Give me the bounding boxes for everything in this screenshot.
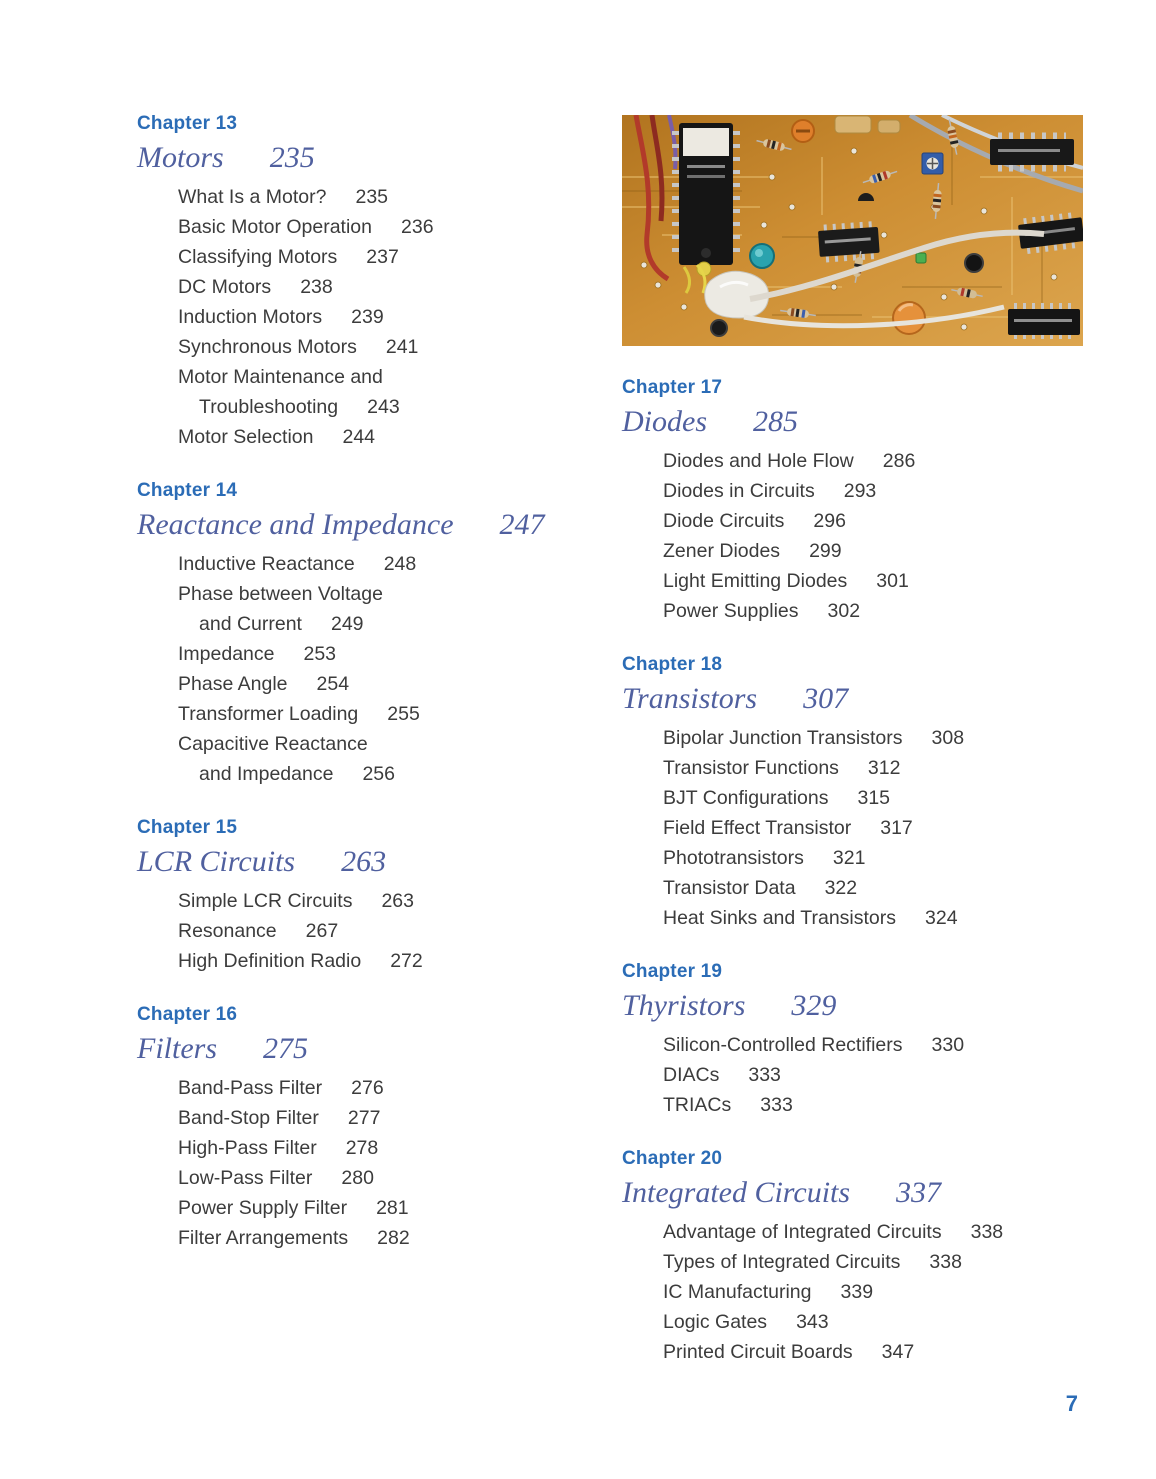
entry-line-continuation xyxy=(178,759,592,789)
chapter-title-page: 329 xyxy=(791,989,837,1022)
toc-section xyxy=(137,1003,592,1253)
entry-line xyxy=(178,1133,592,1163)
entry-page-number: 278 xyxy=(345,1137,379,1159)
toc-entry xyxy=(663,476,1102,506)
entry-title: Induction Motors xyxy=(178,306,323,328)
entry-line xyxy=(663,596,1102,626)
entry-page-number: 238 xyxy=(300,276,333,298)
entry-title: Resonance xyxy=(178,920,277,942)
teal-capacitor xyxy=(750,244,774,268)
toc-entry xyxy=(178,1073,592,1103)
entry-page-number: 280 xyxy=(341,1167,374,1189)
entry-line xyxy=(178,1223,592,1253)
entry-line-continuation xyxy=(178,609,592,639)
entry-page-number: 301 xyxy=(876,570,909,592)
entry-title: Bipolar Junction Transistors xyxy=(663,727,903,749)
toc-left-column xyxy=(137,112,592,1280)
circuit-board-photo xyxy=(622,115,1083,346)
entry-line xyxy=(178,1073,592,1103)
entry-line xyxy=(178,886,592,916)
toc-entry xyxy=(178,1193,592,1223)
entry-line xyxy=(663,1277,1102,1307)
entry-title: Zener Diodes xyxy=(663,540,781,562)
entry-line xyxy=(178,422,592,452)
chapter-label: Chapter 18 xyxy=(622,654,723,675)
chapter-title: Filters xyxy=(137,1032,217,1065)
entry-title: Advantage of Integrated Circuits xyxy=(663,1221,942,1243)
toc-section xyxy=(622,960,1102,1120)
entry-page-number: 239 xyxy=(351,306,384,328)
entry-page-number: 333 xyxy=(748,1064,781,1086)
entry-title: High-Pass Filter xyxy=(178,1137,317,1159)
entry-title: Phase between Voltage xyxy=(178,583,383,605)
entry-list xyxy=(137,182,592,452)
entry-line xyxy=(663,873,1102,903)
entry-title: Silicon-Controlled Rectifiers xyxy=(663,1034,903,1056)
entry-line xyxy=(178,669,592,699)
entry-line xyxy=(663,753,1102,783)
toc-entry xyxy=(178,639,592,669)
entry-line xyxy=(663,1030,1102,1060)
entry-line xyxy=(663,566,1102,596)
toc-entry xyxy=(178,182,592,212)
ic-top-right xyxy=(990,136,1074,168)
entry-title: Inductive Reactance xyxy=(178,553,355,575)
entry-list xyxy=(137,1073,592,1253)
chapter-title: Transistors xyxy=(622,682,758,715)
toc-entry xyxy=(663,1090,1102,1120)
entry-page-number: 249 xyxy=(330,613,364,635)
entry-title: Types of Integrated Circuits xyxy=(663,1251,901,1273)
entry-line xyxy=(663,506,1102,536)
chapter-title: Motors xyxy=(137,141,224,174)
entry-page-number: 293 xyxy=(843,480,877,502)
entry-line xyxy=(663,843,1102,873)
entry-page-number: 248 xyxy=(383,553,417,575)
toc-right-column xyxy=(622,115,1102,1394)
entry-line xyxy=(663,1090,1102,1120)
entry-title: Field Effect Transistor xyxy=(663,817,852,839)
orange-disc-capacitor xyxy=(893,302,925,334)
entry-page-number: 347 xyxy=(881,1341,915,1363)
chapter-title-row xyxy=(622,1174,1102,1212)
chapter-title-page: 285 xyxy=(753,405,798,438)
toc-entry xyxy=(663,753,1102,783)
entry-title: DIACs xyxy=(663,1064,720,1086)
entry-page-number: 339 xyxy=(840,1281,874,1303)
toc-entry xyxy=(178,1103,592,1133)
entry-title-continuation: Troubleshooting xyxy=(199,396,339,418)
entry-title: TRIACs xyxy=(663,1094,732,1116)
chapter-label: Chapter 19 xyxy=(622,961,723,982)
chapter-label: Chapter 16 xyxy=(137,1004,238,1025)
entry-line xyxy=(663,1217,1102,1247)
entry-title: Printed Circuit Boards xyxy=(663,1341,853,1363)
chapter-title-page: 307 xyxy=(803,682,849,715)
entry-page-number: 286 xyxy=(882,450,916,472)
chapter-title: Integrated Circuits xyxy=(622,1176,851,1209)
chapter-title-row xyxy=(137,506,592,544)
entry-title: Basic Motor Operation xyxy=(178,216,373,238)
entry-line xyxy=(663,783,1102,813)
chapter-title-row xyxy=(137,1030,592,1068)
entry-line xyxy=(178,729,592,759)
ic-bottom-right xyxy=(1008,306,1080,336)
toc-entry xyxy=(663,783,1102,813)
chapter-label: Chapter 17 xyxy=(622,377,723,398)
entry-title: Transistor Data xyxy=(663,877,796,899)
entry-title: Transistor Functions xyxy=(663,757,839,779)
toc-entry xyxy=(178,886,592,916)
entry-page-number: 237 xyxy=(366,246,399,268)
entry-title: BJT Configurations xyxy=(663,787,829,809)
toc-section xyxy=(137,112,592,452)
page-number: 7 xyxy=(1065,1391,1078,1416)
toc-entry xyxy=(663,813,1102,843)
entry-line xyxy=(178,639,592,669)
entry-line xyxy=(178,242,592,272)
toc-entry xyxy=(663,566,1102,596)
entry-line xyxy=(178,549,592,579)
toc-entry xyxy=(178,1223,592,1253)
entry-title: Low-Pass Filter xyxy=(178,1167,313,1189)
chapter-title-page: 235 xyxy=(269,141,315,174)
entry-line xyxy=(178,1103,592,1133)
entry-list xyxy=(137,549,592,789)
chapter-title: Thyristors xyxy=(622,989,746,1022)
entry-line xyxy=(178,272,592,302)
toc-entry xyxy=(178,1133,592,1163)
entry-title: Diodes in Circuits xyxy=(663,480,815,502)
toc-entry xyxy=(663,446,1102,476)
entry-line xyxy=(178,1193,592,1223)
entry-line xyxy=(178,302,592,332)
entry-line xyxy=(178,1163,592,1193)
entry-title: IC Manufacturing xyxy=(663,1281,812,1303)
large-ic xyxy=(676,123,736,265)
entry-page-number: 330 xyxy=(931,1034,965,1056)
toc-entry xyxy=(663,1337,1102,1367)
entry-line xyxy=(663,723,1102,753)
toc-entry xyxy=(663,843,1102,873)
entry-line-continuation xyxy=(178,392,592,422)
toc-entry xyxy=(663,1247,1102,1277)
entry-line xyxy=(178,699,592,729)
entry-page-number: 263 xyxy=(381,890,414,912)
toc-entry xyxy=(663,1060,1102,1090)
entry-page-number: 321 xyxy=(832,847,866,869)
entry-page-number: 317 xyxy=(880,817,913,839)
chapter-label: Chapter 15 xyxy=(137,817,238,838)
entry-title: Classifying Motors xyxy=(178,246,338,268)
entry-line xyxy=(663,1247,1102,1277)
entry-line xyxy=(663,1337,1102,1367)
toc-entry xyxy=(178,272,592,302)
chapter-title-row xyxy=(622,403,1102,441)
chapter-title-row xyxy=(137,139,592,177)
toc-entry xyxy=(178,422,592,452)
entry-list xyxy=(622,1030,1102,1120)
entry-title: Motor Selection xyxy=(178,426,314,448)
chapter-label: Chapter 20 xyxy=(622,1148,723,1169)
toc-section xyxy=(137,479,592,789)
entry-title: Diodes and Hole Flow xyxy=(663,450,854,472)
entry-title: Synchronous Motors xyxy=(178,336,357,358)
entry-page-number: 282 xyxy=(377,1227,410,1249)
entry-line xyxy=(178,332,592,362)
entry-title: Band-Stop Filter xyxy=(178,1107,319,1129)
toc-entry xyxy=(178,579,592,639)
entry-page-number: 254 xyxy=(316,673,350,695)
entry-page-number: 333 xyxy=(760,1094,793,1116)
toc-section xyxy=(137,816,592,976)
entry-title: Simple LCR Circuits xyxy=(178,890,353,912)
entry-page-number: 243 xyxy=(367,396,400,418)
toc-entry xyxy=(663,1030,1102,1060)
entry-title: Capacitive Reactance xyxy=(178,733,368,755)
entry-page-number: 241 xyxy=(385,336,419,358)
chapter-title: Diodes xyxy=(622,405,707,438)
entry-page-number: 276 xyxy=(351,1077,384,1099)
chapter-label: Chapter 14 xyxy=(137,480,238,501)
entry-page-number: 267 xyxy=(305,920,339,942)
toc-entry xyxy=(178,212,592,242)
chapter-title-page: 275 xyxy=(263,1032,308,1065)
entry-page-number: 253 xyxy=(303,643,337,665)
entry-title: Motor Maintenance and xyxy=(178,366,383,388)
toc-entry xyxy=(178,1163,592,1193)
entry-list xyxy=(622,723,1102,933)
toc-entry xyxy=(663,1307,1102,1337)
chapter-title-row xyxy=(622,680,1102,718)
entry-page-number: 296 xyxy=(813,510,846,532)
entry-page-number: 272 xyxy=(390,950,423,972)
entry-page-number: 312 xyxy=(867,757,901,779)
toc-entry xyxy=(663,1277,1102,1307)
entry-title-continuation: and Current xyxy=(199,613,302,635)
entry-page-number: 236 xyxy=(401,216,434,238)
entry-page-number: 244 xyxy=(342,426,376,448)
entry-page-number: 343 xyxy=(796,1311,829,1333)
chapter-title-page: 337 xyxy=(896,1176,942,1209)
chapter-title: LCR Circuits xyxy=(137,845,296,878)
toc-entry xyxy=(178,302,592,332)
toc-entry xyxy=(663,723,1102,753)
chapter-label: Chapter 13 xyxy=(137,113,238,134)
entry-page-number: 277 xyxy=(347,1107,381,1129)
entry-title: Heat Sinks and Transistors xyxy=(663,907,897,929)
entry-list xyxy=(137,886,592,976)
toc-entry xyxy=(663,903,1102,933)
entry-title: Transformer Loading xyxy=(178,703,359,725)
entry-page-number: 255 xyxy=(387,703,420,725)
entry-title: Power Supplies xyxy=(663,600,799,622)
toc-entry xyxy=(178,946,592,976)
entry-page-number: 235 xyxy=(355,186,389,208)
entry-title: Diode Circuits xyxy=(663,510,785,532)
entry-title: Power Supply Filter xyxy=(178,1197,348,1219)
entry-line xyxy=(663,813,1102,843)
entry-line xyxy=(663,536,1102,566)
entry-page-number: 299 xyxy=(809,540,842,562)
toc-entry xyxy=(178,916,592,946)
entry-title: High Definition Radio xyxy=(178,950,362,972)
entry-line xyxy=(178,579,592,609)
entry-page-number: 315 xyxy=(857,787,891,809)
toc-entry xyxy=(178,549,592,579)
chapter-title-row xyxy=(137,843,592,881)
entry-page-number: 308 xyxy=(931,727,965,749)
entry-title: Impedance xyxy=(178,643,275,665)
entry-line xyxy=(178,212,592,242)
toc-entry xyxy=(663,1217,1102,1247)
entry-page-number: 322 xyxy=(824,877,858,899)
entry-line xyxy=(178,182,592,212)
toc-entry xyxy=(663,506,1102,536)
entry-list xyxy=(622,446,1102,626)
entry-line xyxy=(178,362,592,392)
toc-entry xyxy=(178,729,592,789)
toc-entry xyxy=(178,669,592,699)
chapter-title-page: 263 xyxy=(341,845,387,878)
entry-title: DC Motors xyxy=(178,276,272,298)
chapter-title: Reactance and Impedance xyxy=(137,508,454,541)
entry-page-number: 338 xyxy=(929,1251,962,1273)
entry-page-number: 281 xyxy=(376,1197,409,1219)
entry-line xyxy=(663,446,1102,476)
entry-line xyxy=(663,1307,1102,1337)
toc-section xyxy=(622,376,1102,626)
entry-title-continuation: and Impedance xyxy=(199,763,334,785)
entry-line xyxy=(663,903,1102,933)
toc-section xyxy=(622,653,1102,933)
entry-line xyxy=(663,476,1102,506)
entry-title: Phototransistors xyxy=(663,847,804,869)
toc-entry xyxy=(178,699,592,729)
circuit-board-image xyxy=(622,115,1083,346)
entry-page-number: 338 xyxy=(970,1221,1004,1243)
entry-line xyxy=(178,916,592,946)
entry-title: What Is a Motor? xyxy=(178,186,327,208)
entry-page-number: 324 xyxy=(925,907,958,929)
toc-entry xyxy=(178,362,592,422)
toc-entry xyxy=(663,596,1102,626)
toc-section xyxy=(622,1147,1102,1367)
entry-line xyxy=(178,946,592,976)
toc-entry xyxy=(663,873,1102,903)
chapter-title-row xyxy=(622,987,1102,1025)
toc-right-sections xyxy=(622,376,1102,1367)
toc-entry xyxy=(663,536,1102,566)
entry-title: Light Emitting Diodes xyxy=(663,570,848,592)
entry-title: Logic Gates xyxy=(663,1311,768,1333)
toc-entry xyxy=(178,242,592,272)
entry-title: Phase Angle xyxy=(178,673,288,695)
entry-list xyxy=(622,1217,1102,1367)
entry-title: Band-Pass Filter xyxy=(178,1077,323,1099)
entry-page-number: 302 xyxy=(827,600,861,622)
entry-line xyxy=(663,1060,1102,1090)
entry-page-number: 256 xyxy=(362,763,395,785)
chapter-title-page: 247 xyxy=(499,508,545,541)
toc-entry xyxy=(178,332,592,362)
entry-title: Filter Arrangements xyxy=(178,1227,349,1249)
